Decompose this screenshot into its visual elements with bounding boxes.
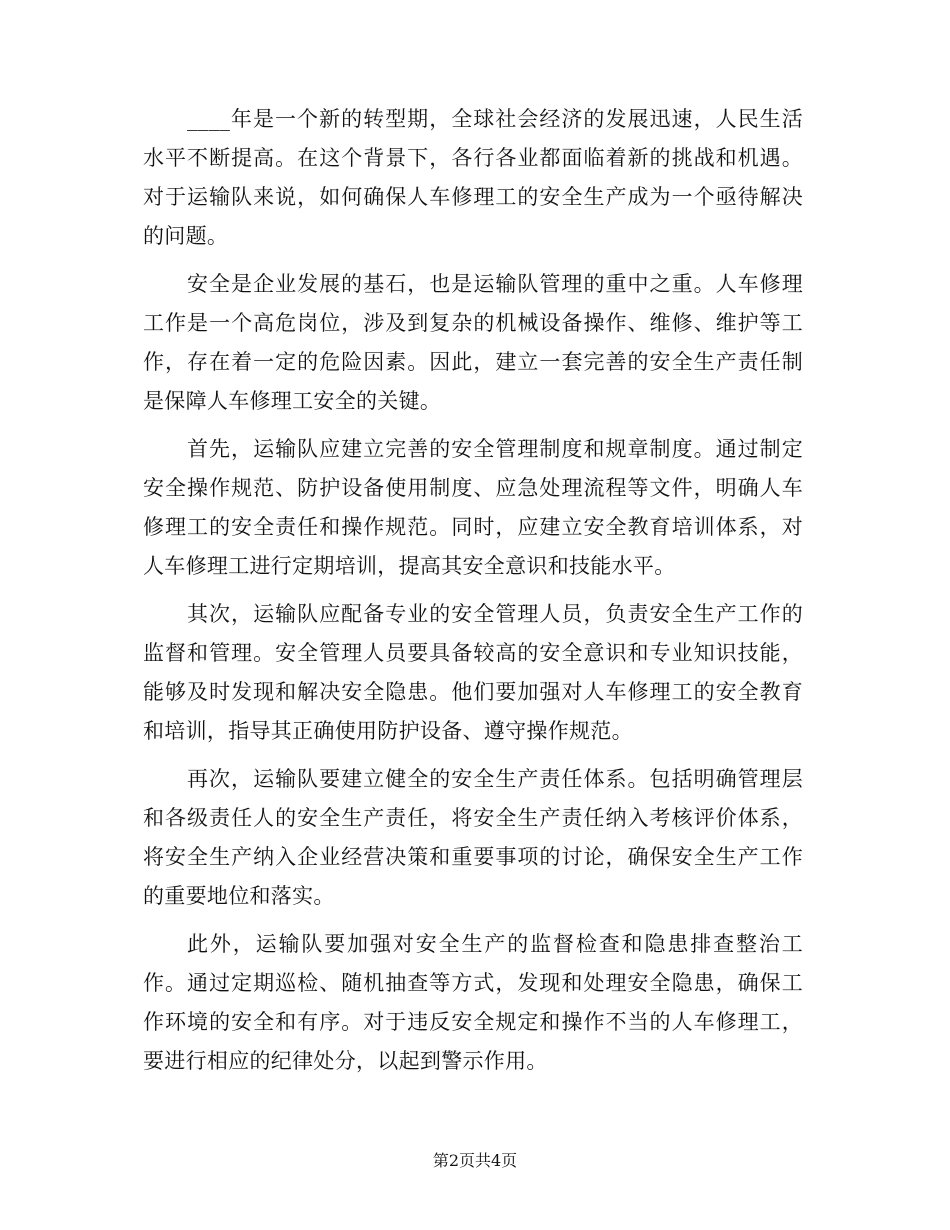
page-number-footer: 第2页共4页 (432, 1151, 518, 1170)
paragraph-4: 其次，运输队应配备专业的安全管理人员，负责安全生产工作的监督和管理。安全管理人员要具备较高的安全意识和专业知识技能，能够及时发现和解决安全隐患。他们要加强对人车修理工的安全教育和培训，指导其正确使用防护设备、遵守操作规范。 (143, 602, 803, 743)
paragraph-1: ____年是一个新的转型期，全球社会经济的发展迅速，人民生活水平不断提高。在这个背景下，各行各业都面临着新的挑战和机遇。对于运输队来说，如何确保人车修理工的安全生产成为一个亟待解决的问题。 (143, 107, 803, 248)
paragraph-3: 首先，运输队应建立完善的安全管理制度和规章制度。通过制定安全操作规范、防护设备使用制度、应急处理流程等文件，明确人车修理工的安全责任和操作规范。同时，应建立安全教育培训体系，对人车修理工进行定期培训，提高其安全意识和技能水平。 (143, 437, 803, 578)
paragraph-6: 此外，运输队要加强对安全生产的监督检查和隐患排查整治工作。通过定期巡检、随机抽查等方式，发现和处理安全隐患，确保工作环境的安全和有序。对于违反安全规定和操作不当的人车修理工，要进行相应的纪律处分，以起到警示作用。 (143, 932, 803, 1073)
paragraph-5: 再次，运输队要建立健全的安全生产责任体系。包括明确管理层和各级责任人的安全生产责任，将安全生产责任纳入考核评价体系，将安全生产纳入企业经营决策和重要事项的讨论，确保安全生产工作的重要地位和落实。 (143, 767, 803, 908)
paragraph-2: 安全是企业发展的基石，也是运输队管理的重中之重。人车修理工作是一个高危岗位，涉及到复杂的机械设备操作、维修、维护等工作，存在着一定的危险因素。因此，建立一套完善的安全生产责任制是保障人车修理工安全的关键。 (143, 272, 803, 413)
document-body (143, 100, 803, 1090)
